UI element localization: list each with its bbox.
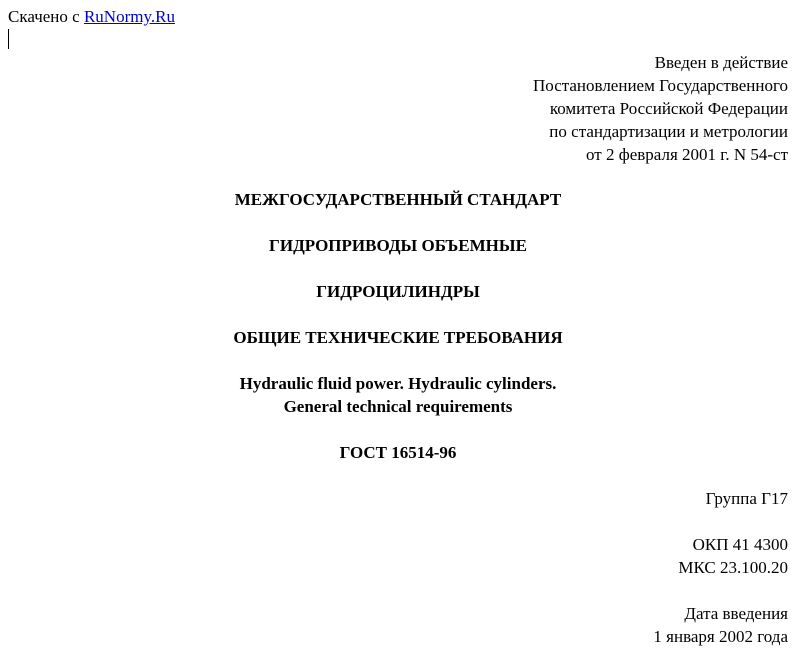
okp-code: ОКП 41 4300	[692, 535, 788, 554]
enactment-line-3: комитета Российской Федерации	[549, 99, 788, 118]
enactment-line-4: по стандартизации и метрологии	[549, 122, 788, 141]
title-line-1: ГИДРОПРИВОДЫ ОБЪЕМНЫЕ	[269, 236, 527, 255]
group-code	[706, 487, 788, 510]
introduction-date	[653, 602, 788, 648]
intro-date-value: 1 января 2002 года	[653, 627, 788, 646]
mks-code: МКС 23.100.20	[678, 558, 788, 577]
enactment-line-5: от 2 февраля 2001 г. N 54-ст	[585, 145, 788, 164]
title-line-2: ГИДРОЦИЛИНДРЫ	[316, 282, 480, 301]
english-title-line-2: General technical requirements	[283, 397, 513, 416]
downloaded-prefix: Скачено с	[8, 7, 80, 26]
intro-date-label: Дата введения	[684, 604, 788, 623]
download-source-line	[8, 5, 175, 28]
enactment-line-1: Введен в действие	[654, 53, 788, 72]
title-line-3: ОБЩИЕ ТЕХНИЧЕСКИЕ ТРЕБОВАНИЯ	[233, 328, 563, 347]
runormy-link[interactable]: RuNormy.Ru	[83, 7, 175, 26]
gost-number: ГОСТ 16514-96	[339, 443, 457, 462]
classification-codes	[678, 533, 788, 579]
group-label: Группа Г17	[705, 489, 788, 508]
enactment-line-2: Постановлением Государственного	[533, 76, 788, 95]
english-title-line-1: Hydraulic fluid power. Hydraulic cylinders.	[239, 374, 557, 393]
text-cursor	[8, 29, 9, 49]
enactment-note	[533, 51, 788, 166]
standard-type-heading: МЕЖГОСУДАРСТВЕННЫЙ СТАНДАРТ	[234, 190, 562, 209]
